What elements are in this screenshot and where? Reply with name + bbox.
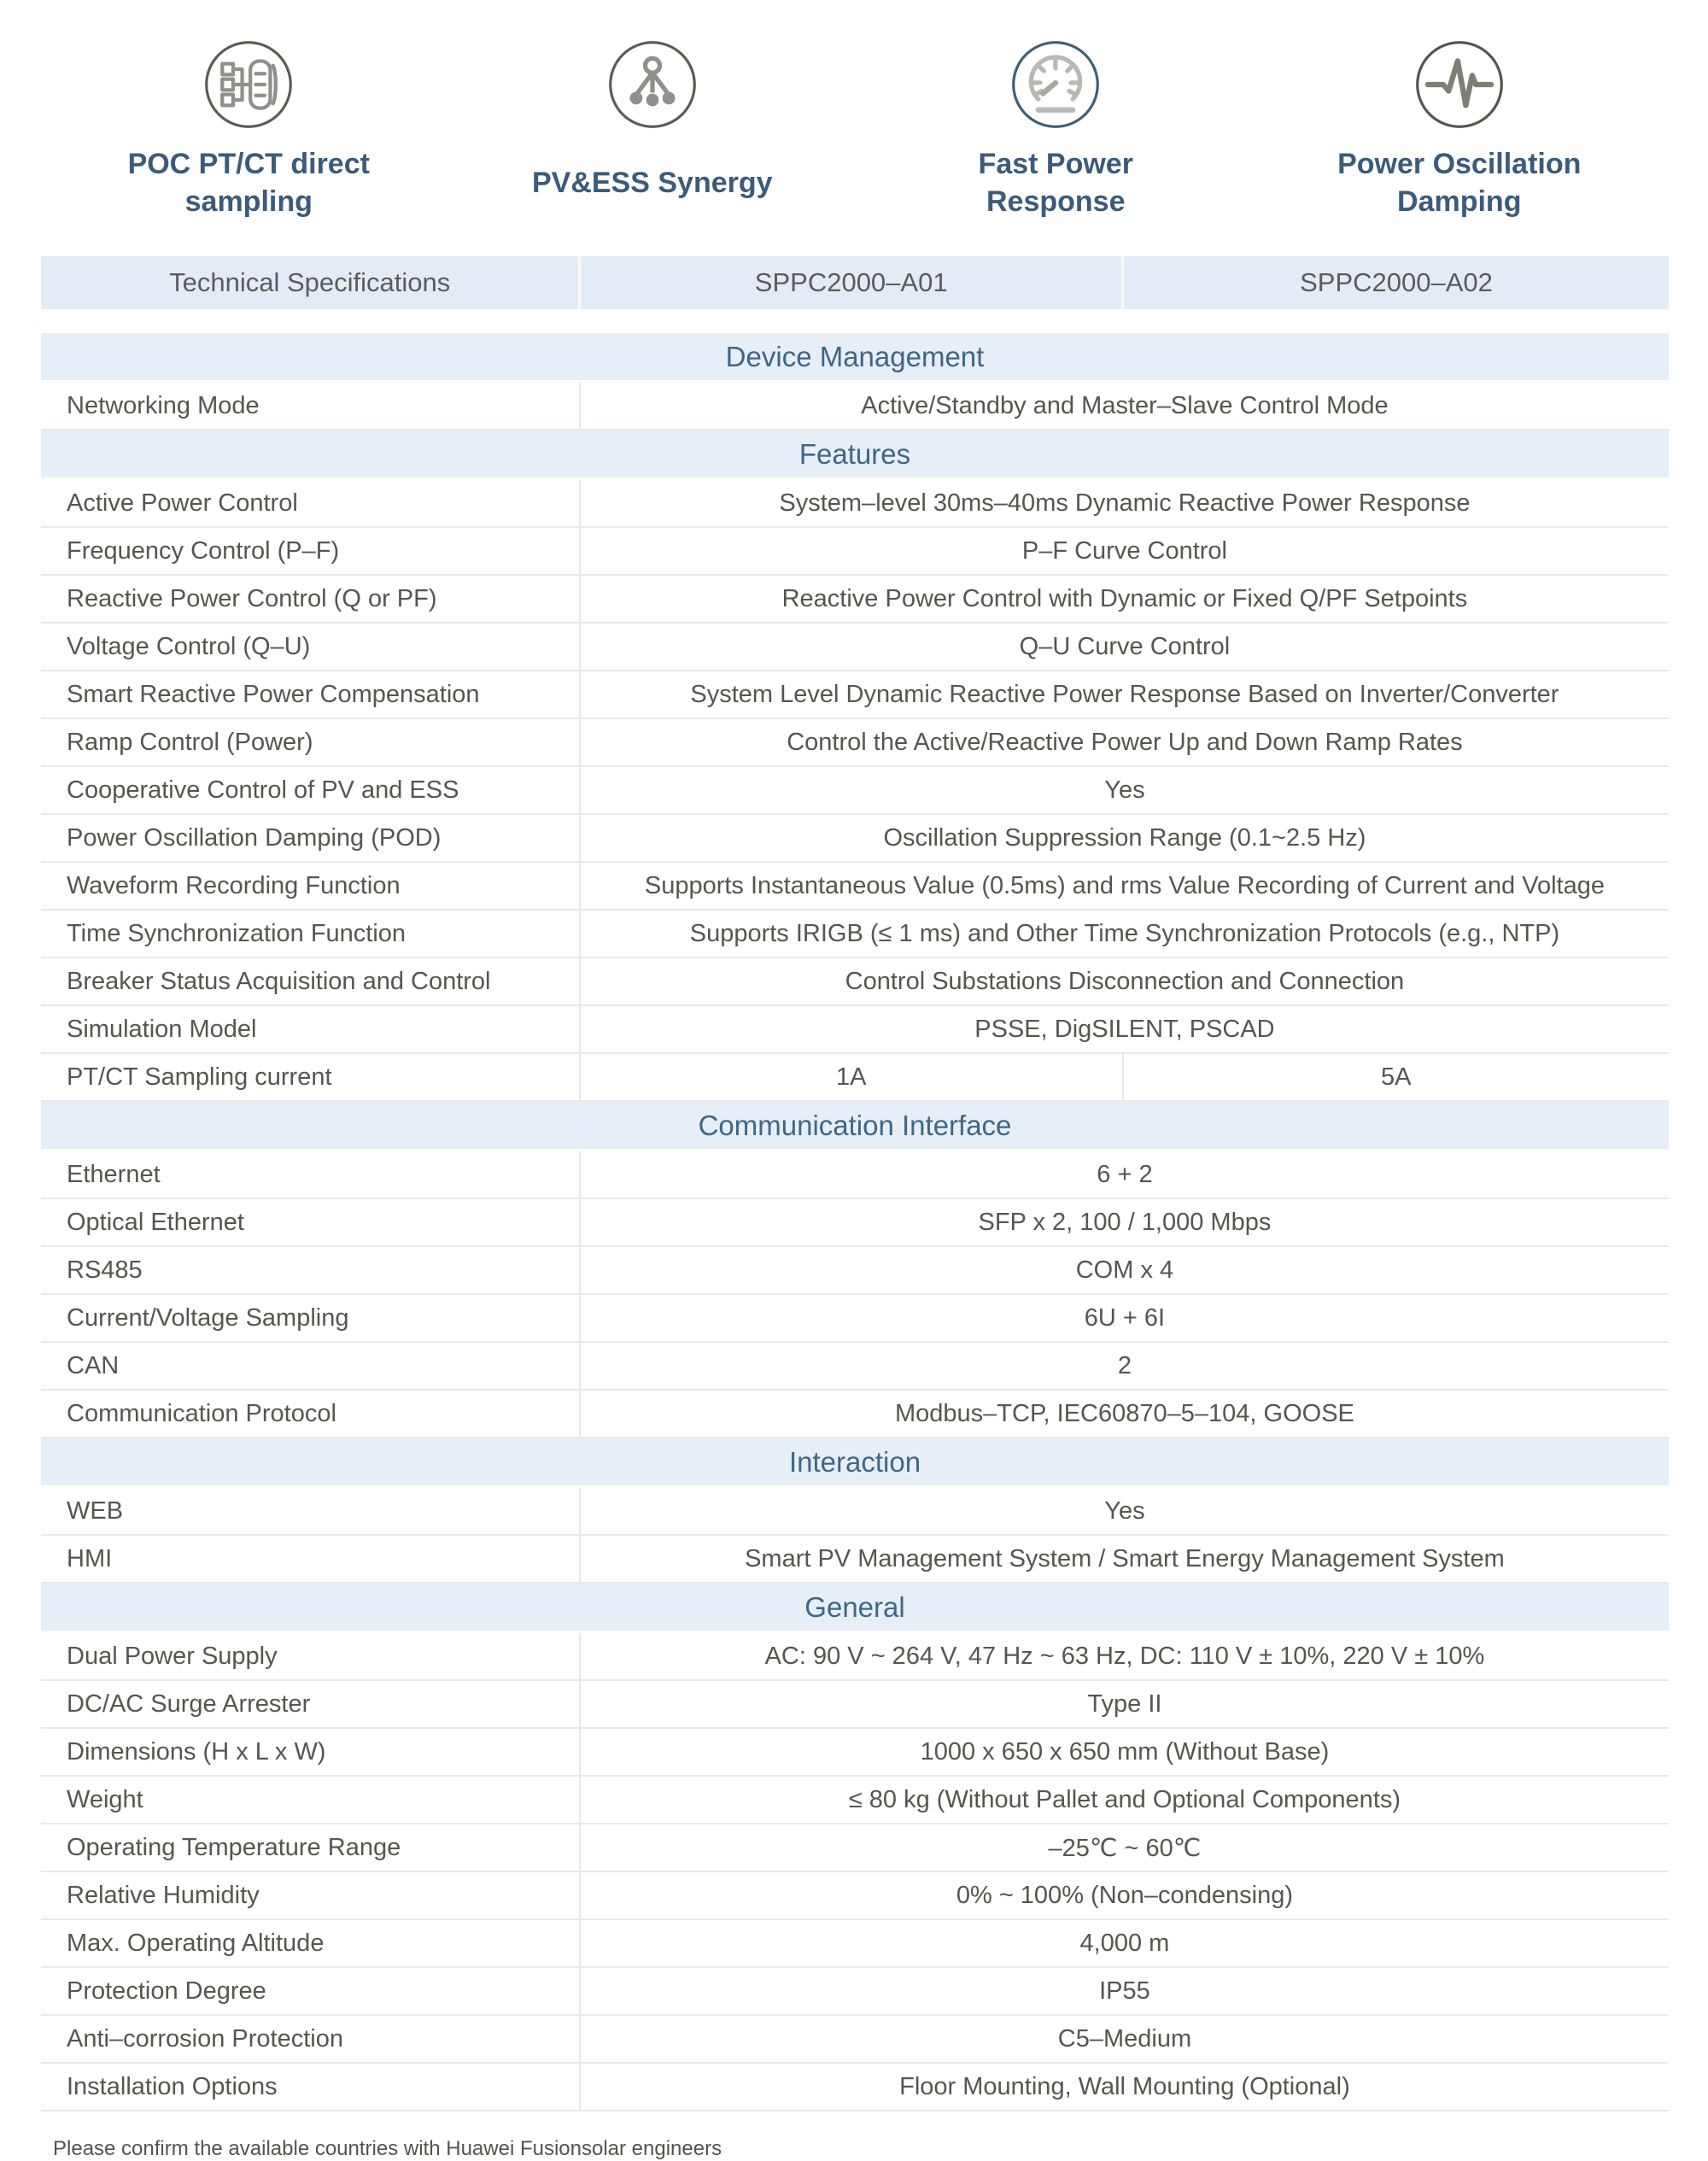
spec-row <box>41 1871 1669 1919</box>
spec-row <box>41 1632 1669 1681</box>
row-value: Type II <box>580 1680 1669 1728</box>
spec-row <box>41 2063 1669 2111</box>
spec-row <box>41 1824 1669 1871</box>
feature-card-fast-power-response <box>854 39 1258 225</box>
spec-row <box>41 575 1669 623</box>
row-value: 2 <box>580 1342 1669 1390</box>
flowchart-icon <box>203 39 294 130</box>
row-value: 4,000 m <box>580 1919 1669 1967</box>
row-value: Active/Standby and Master–Slave Control Mode <box>580 382 1669 430</box>
spec-row <box>41 479 1669 528</box>
row-label: Current/Voltage Sampling <box>41 1294 580 1342</box>
row-value: Supports Instantaneous Value (0.5ms) and rms Value Recording of Current and Voltage <box>580 862 1669 910</box>
row-value: ≤ 80 kg (Without Pallet and Optional Components) <box>580 1776 1669 1824</box>
row-value: C5–Medium <box>580 2015 1669 2063</box>
feature-caption: POC PT/CT direct sampling <box>127 147 370 218</box>
row-label: Breaker Status Acquisition and Control <box>41 958 580 1005</box>
row-value: 1A <box>580 1053 1123 1101</box>
spec-row <box>41 1342 1669 1390</box>
spec-row <box>41 910 1669 958</box>
row-value: P–F Curve Control <box>580 527 1669 575</box>
row-label: WEB <box>41 1487 580 1536</box>
column-header: SPPC2000–A01 <box>580 256 1123 309</box>
row-label: Operating Temperature Range <box>41 1824 580 1871</box>
row-label: Active Power Control <box>41 479 580 528</box>
spec-row <box>41 1919 1669 1967</box>
row-label: Dimensions (H x L x W) <box>41 1728 580 1776</box>
row-label: Communication Protocol <box>41 1390 580 1438</box>
row-value: AC: 90 V ~ 264 V, 47 Hz ~ 63 Hz, DC: 110 V ± 10%, 220 V ± 10% <box>580 1632 1669 1681</box>
spec-table <box>41 256 1669 2111</box>
spec-row <box>41 766 1669 814</box>
spec-row <box>41 382 1669 430</box>
feature-highlights <box>0 0 1708 225</box>
row-value: Control the Active/Reactive Power Up and Down Ramp Rates <box>580 718 1669 766</box>
row-label: RS485 <box>41 1246 580 1294</box>
spec-row <box>41 1053 1669 1101</box>
row-value: Reactive Power Control with Dynamic or Fixed Q/PF Setpoints <box>580 575 1669 623</box>
row-label: Cooperative Control of PV and ESS <box>41 766 580 814</box>
row-value: 1000 x 650 x 650 mm (Without Base) <box>580 1728 1669 1776</box>
spec-row <box>41 1728 1669 1776</box>
spec-row <box>41 1535 1669 1583</box>
row-value: PSSE, DigSILENT, PSCAD <box>580 1005 1669 1053</box>
section-header-row <box>41 1101 1669 1151</box>
row-value: Smart PV Management System / Smart Energy Management System <box>580 1535 1669 1583</box>
network-icon <box>607 39 698 130</box>
feature-caption: PV&ESS Synergy <box>531 166 773 199</box>
spec-row <box>41 527 1669 575</box>
row-label: Power Oscillation Damping (POD) <box>41 814 580 862</box>
row-value: System–level 30ms–40ms Dynamic Reactive Power Response <box>580 479 1669 528</box>
spec-row <box>41 2015 1669 2063</box>
row-label: Max. Operating Altitude <box>41 1919 580 1967</box>
row-value: Q–U Curve Control <box>580 623 1669 671</box>
feature-caption: Power Oscillation Damping <box>1337 147 1582 218</box>
row-label: Anti–corrosion Protection <box>41 2015 580 2063</box>
section-title: Communication Interface <box>41 1101 1669 1151</box>
spec-row <box>41 1967 1669 2015</box>
section-header-row <box>41 430 1669 479</box>
feature-card-poc-sampling <box>47 39 451 225</box>
gauge-icon <box>1010 39 1101 130</box>
spec-row <box>41 958 1669 1005</box>
row-label: HMI <box>41 1535 580 1583</box>
row-value: IP55 <box>580 1967 1669 2015</box>
row-label: Ethernet <box>41 1151 580 1199</box>
row-value: Floor Mounting, Wall Mounting (Optional) <box>580 2063 1669 2111</box>
spec-row <box>41 1487 1669 1536</box>
row-value: –25℃ ~ 60℃ <box>580 1824 1669 1871</box>
spec-row <box>41 1680 1669 1728</box>
row-label: Relative Humidity <box>41 1871 580 1919</box>
row-label: PT/CT Sampling current <box>41 1053 580 1101</box>
row-label: Reactive Power Control (Q or PF) <box>41 575 580 623</box>
row-value: System Level Dynamic Reactive Power Response Based on Inverter/Converter <box>580 671 1669 718</box>
row-label: Ramp Control (Power) <box>41 718 580 766</box>
row-label: Dual Power Supply <box>41 1632 580 1681</box>
row-label: CAN <box>41 1342 580 1390</box>
row-label: DC/AC Surge Arrester <box>41 1680 580 1728</box>
spec-row <box>41 862 1669 910</box>
row-label: Waveform Recording Function <box>41 862 580 910</box>
row-label: Protection Degree <box>41 1967 580 2015</box>
row-value: SFP x 2, 100 / 1,000 Mbps <box>580 1198 1669 1246</box>
spec-row <box>41 1246 1669 1294</box>
section-title: Device Management <box>41 333 1669 382</box>
section-header-row <box>41 1438 1669 1487</box>
section-title: General <box>41 1583 1669 1632</box>
spec-row <box>41 1005 1669 1053</box>
spec-row <box>41 1151 1669 1199</box>
spec-row <box>41 1390 1669 1438</box>
row-label: Smart Reactive Power Compensation <box>41 671 580 718</box>
row-label: Time Synchronization Function <box>41 910 580 958</box>
row-value: 5A <box>1123 1053 1669 1101</box>
row-label: Installation Options <box>41 2063 580 2111</box>
row-value: Supports IRIGB (≤ 1 ms) and Other Time Synchronization Protocols (e.g., NTP) <box>580 910 1669 958</box>
row-label: Weight <box>41 1776 580 1824</box>
spec-row <box>41 671 1669 718</box>
row-value: 6 + 2 <box>580 1151 1669 1199</box>
row-label: Networking Mode <box>41 382 580 430</box>
pulse-icon <box>1414 39 1505 130</box>
row-value: 6U + 6I <box>580 1294 1669 1342</box>
row-value: COM x 4 <box>580 1246 1669 1294</box>
section-header-row <box>41 333 1669 382</box>
table-header-row <box>41 256 1669 309</box>
row-value: Yes <box>580 766 1669 814</box>
spec-row <box>41 1776 1669 1824</box>
row-value: Oscillation Suppression Range (0.1~2.5 Hz) <box>580 814 1669 862</box>
row-label: Simulation Model <box>41 1005 580 1053</box>
section-title: Features <box>41 430 1669 479</box>
row-label: Voltage Control (Q–U) <box>41 623 580 671</box>
gap-cell <box>41 309 1669 333</box>
column-header: SPPC2000–A02 <box>1123 256 1669 309</box>
table-gap <box>41 309 1669 333</box>
row-value: Control Substations Disconnection and Connection <box>580 958 1669 1005</box>
spec-row <box>41 718 1669 766</box>
spec-row <box>41 623 1669 671</box>
row-value: Modbus–TCP, IEC60870–5–104, GOOSE <box>580 1390 1669 1438</box>
row-label: Frequency Control (P–F) <box>41 527 580 575</box>
row-label: Optical Ethernet <box>41 1198 580 1246</box>
footer-note: Please confirm the available countries with Huawei Fusionsolar engineers <box>53 2137 722 2160</box>
feature-caption: Fast Power Response <box>978 147 1133 218</box>
section-title: Interaction <box>41 1438 1669 1487</box>
section-header-row <box>41 1583 1669 1632</box>
spec-row <box>41 1198 1669 1246</box>
row-value: 0% ~ 100% (Non–condensing) <box>580 1871 1669 1919</box>
row-value: Yes <box>580 1487 1669 1536</box>
feature-card-power-oscillation-damping <box>1258 39 1662 225</box>
column-header: Technical Specifications <box>41 256 580 309</box>
feature-card-pv-ess-synergy <box>451 39 855 225</box>
spec-row <box>41 1294 1669 1342</box>
spec-row <box>41 814 1669 862</box>
